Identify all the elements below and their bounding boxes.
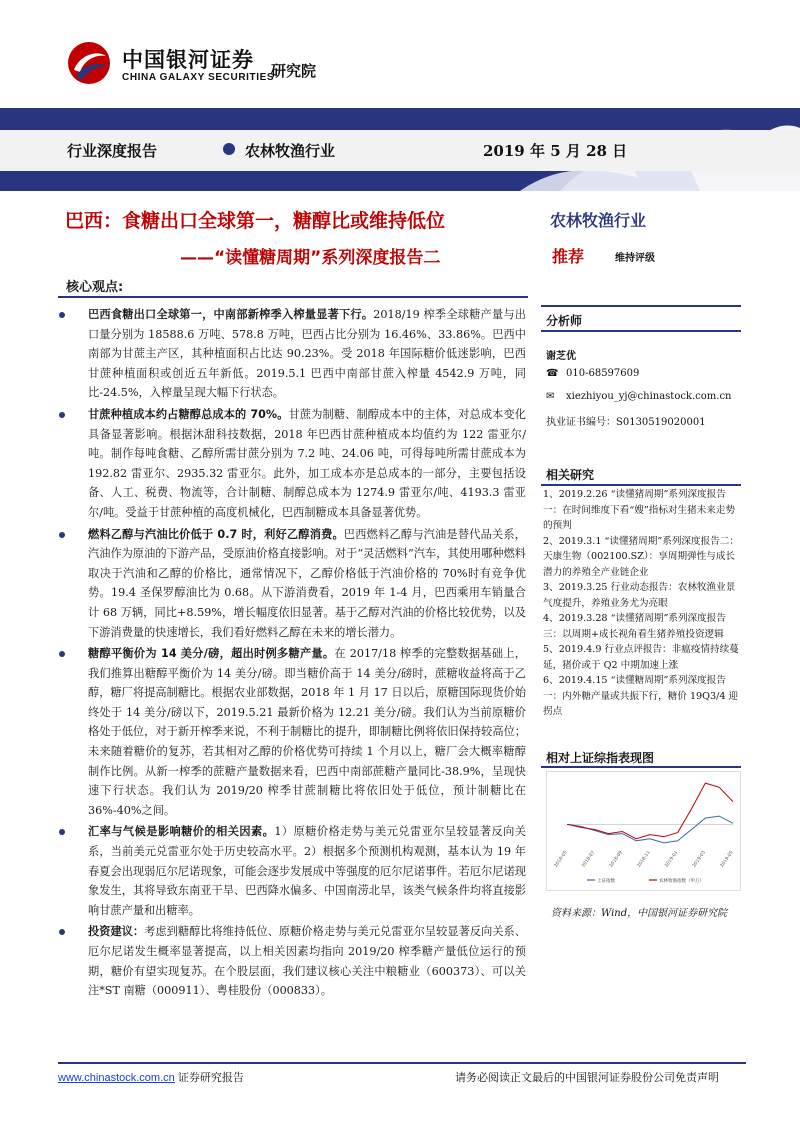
core-bullet-1	[58, 305, 526, 403]
core-bullet-text: 1）原糖价格走势与美元兑雷亚尔呈较显著反向关系，当前美元兑雷亚尔处于历史较高水平。2）根据多个预测机构观测，基本认为 19 年春夏会出现弱厄尔尼诺现象，可能会逐步发展成中等强度的厄尔尼诺事件。若厄尔尼诺现象发生，其将导致东南亚干旱、巴西降水偏多、中国南涝北旱，该类气候条件均将直接影响甘蔗产量和出糖率。	[88, 825, 526, 917]
report-type: 行业深度报告	[67, 142, 158, 160]
related-item[interactable]: 4、2019.3.28 “读懂猪周期”系列深度报告三：以周期+成长视角看生猪养殖投资逻辑	[543, 613, 726, 640]
report-date: 2019 年 5 月 28 日	[483, 142, 628, 160]
core-bullet-bold: 甘蔗种植成本约占糖醇总成本的 70%。	[88, 407, 289, 421]
core-bullet-4	[58, 644, 526, 820]
chart-legend-label: 上证指数	[597, 879, 615, 884]
related-item[interactable]: 5、2019.4.9 行业点评报告：非瘟疫情持续蔓延，猪价或于 Q2 中期加速上涨	[543, 644, 739, 671]
core-view-divider	[58, 296, 528, 298]
chart-x-tick-label: 2018-09	[609, 850, 624, 869]
chart-legend-label: 农林牧渔指数（申万）	[659, 879, 704, 884]
related-heading: 相关研究	[546, 468, 595, 482]
chart-x-tick-label: 2019-01	[664, 850, 680, 869]
institute-name: 研究院	[271, 62, 317, 80]
footer-left	[58, 1069, 244, 1085]
rating-industry: 农林牧渔行业	[550, 211, 647, 230]
chart-x-tick-label: 2018-11	[636, 850, 652, 869]
email-icon: ✉	[546, 391, 555, 402]
footer-url-link[interactable]: www.chinastock.com.cn	[58, 1072, 175, 1084]
chart-x-tick-label: 2018-07	[581, 850, 597, 869]
core-bullet-bold: 投资建议：	[88, 925, 145, 939]
core-bullet-bold: 糖醇平衡价为 14 美分/磅，超出时例多糖产量。	[88, 647, 335, 661]
analyst-name: 谢芝优	[546, 351, 576, 362]
galaxy-logo-icon	[66, 40, 112, 86]
chart-x-tick-label: 2019-03	[692, 850, 707, 869]
analyst-heading: 分析师	[546, 314, 583, 328]
report-subtitle: ——“读懂糖周期”系列深度报告二	[180, 248, 441, 268]
chart-divider	[541, 766, 741, 768]
rating-note: 维持评级	[615, 253, 655, 264]
rating: 推荐	[552, 247, 585, 266]
relative-performance-chart	[546, 771, 741, 891]
core-bullet-text: 在 2017/18 榨季的完整数据基础上，我们推算出糖醇平衡价为 14 美分/磅。即当糖价高于 14 美分/磅时，蔗糖收益将高于乙醇，糖厂将提高制糖比。根据农业部数据，2018 年 1 月 17 日以后，原糖国际现货价始终处于 14 美分/磅以下，2019.5.21 最新价格为 12.21 美分/磅。我们认为当前原糖价格处于低位，对于新开榨季来说，不利于制糖比的提升，即制糖比例将依旧保持较高位；未来随着糖价的复苏，若其相对乙醇的价格优势可持续 1 个月以上，糖厂会大概率糖醇制作比例。从新一榨季的蔗糖产量数据来看，巴西中南部蔗糖产量同比-38.9%，呈现快速下行状态。我们认为 2019/20 榨季甘蔗制糖比将依旧处于低位，预计制糖比在 36%-40%之间。	[88, 647, 526, 817]
core-bullet-2	[58, 405, 526, 523]
core-bullet-bold: 燃料乙醇与汽油比价低于 0.7 时，利好乙醇消费。	[88, 527, 344, 541]
chart-title: 相对上证综指表现图	[546, 751, 655, 765]
footer-divider	[58, 1062, 746, 1064]
logo-english-name: CHINA GALAXY SECURITIES	[122, 72, 275, 83]
chart-x-tick-label: 2018-05	[553, 850, 569, 869]
chart-series-line-2	[567, 783, 733, 839]
footer-disclaimer: 请务必阅读正文最后的中国银河证券股份公司免责声明	[455, 1071, 719, 1084]
bullet-dot-icon	[223, 143, 235, 155]
logo-chinese-name: 中国银河证券	[122, 48, 254, 72]
chart-x-tick-label: 2019-05	[719, 850, 735, 869]
core-view-list	[58, 305, 526, 1003]
analyst-phone: 010-68597609	[566, 368, 640, 379]
core-bullet-bold: 巴西食糖出口全球第一，中南部新榨季入榨量显著下行。	[88, 308, 374, 321]
core-bullet-6	[58, 922, 526, 1000]
analyst-email: xiezhiyou_yj@chinastock.com.cn	[566, 391, 732, 402]
related-item[interactable]: 2、2019.3.1 “读懂猪周期”系列深度报告二：天康生物（002100.SZ）：享周期弹性与成长潜力的养殖全产业链企业	[543, 535, 739, 578]
related-item[interactable]: 1、2019.2.26 “读懂猪周期”系列深度报告一：在时间维度下看“嫂”指标对生猪未来走势的预判	[543, 489, 736, 531]
core-view-heading: 核心观点:	[66, 280, 124, 295]
related-item[interactable]: 6、2019.4.15 “读懂糖周期”系列深度报告一：内外糖产量或共振下行，糖价 19Q3/4 迎拐点	[543, 675, 739, 717]
related-item[interactable]: 3、2019.3.25 行业动态报告：农林牧渔业景气度提升，养殖业务尤为亮眼	[543, 582, 736, 609]
analyst-top-divider	[541, 305, 741, 307]
chart-source: 资料来源：Wind，中国银河证券研究院	[551, 908, 728, 919]
core-bullet-text: 2018/19 榨季全球糖产量与出口量分别为 18588.6 万吨、578.8 万吨，巴西占比分别为 16.46%、33.86%。巴西中南部为甘蔗主产区，其种植面积占比达 90.23%。受 2018 年国际糖价低迷影响，巴西甘蔗种植面积或创近五年新低。2019.5.1 巴西中南部甘蔗入榨量 4542.9 万吨，同比-24.5%，入榨量呈现大幅下行状态。	[88, 308, 526, 400]
analyst-divider	[541, 330, 741, 332]
phone-icon: ☎	[546, 368, 559, 379]
related-list	[543, 487, 743, 720]
core-bullet-5	[58, 822, 526, 920]
analyst-license: 执业证书编号：S0130519020001	[546, 417, 706, 428]
core-bullet-3	[58, 525, 526, 643]
core-bullet-bold: 汇率与气候是影响糖价的相关因素。	[88, 825, 275, 839]
core-bullet-text: 甘蔗为制糖、制醇成本中的主体，对总成本变化具备显著影响。根据沐甜科技数据，2018 年巴西甘蔗种植成本均值约为 122 雷亚尔/吨。制作每吨食糖、乙醇所需甘蔗分别为 7.2 吨、24.06 吨，可得每吨所需甘蔗成本为 192.82 雷亚尔、2935.32 雷亚尔。此外，加工成本亦是总成本的一部分，主要包括设备、人工、税费、物流等，合计制糖、制醇总成本为 1274.9 雷亚尔/吨、4193.3 雷亚尔/吨。受益于甘蔗种植的高度机械化，巴西制糖成本具备显著优势。	[88, 407, 526, 519]
footer-left-text: 证券研究报告	[177, 1071, 244, 1084]
core-bullet-text: 巴西燃料乙醇与汽油是替代品关系，汽油作为原油的下游产品，受原油价格直接影响。对于“灵活燃料”汽车，其使用哪种燃料取决于汽油和乙醇的价格比，通常情况下，乙醇价格低于汽油价格的 70%时有竞争优势。19.4 圣保罗醇油比为 0.68。从下游消费看，2019 年 1-4 月，巴西乘用车销量合计 68 万辆，同比+8.59%，增长幅度依旧显著。基于乙醇对汽油的价格比较优势，以及下游消费量的快速增长，我们看好燃料乙醇在未来的增长潜力。	[88, 527, 526, 639]
banner-industry: 农林牧渔行业	[245, 142, 336, 160]
report-title: 巴西：食糖出口全球第一，糖醇比或维持低位	[65, 210, 446, 232]
related-divider	[541, 484, 741, 486]
core-bullet-text: 考虑到糖醇比将维持低位、原糖价格走势与美元兑雷亚尔呈较显著反向关系、厄尔尼诺发生概率显著提高，以上相关因素均指向 2019/20 榨季糖产量低位运行的预期，糖价有望实现复苏。在个股层面，我们建议核心关注中粮糖业（600373）、可以关注*ST 南糖（000911）、粤桂股份（000833）。	[88, 925, 526, 998]
